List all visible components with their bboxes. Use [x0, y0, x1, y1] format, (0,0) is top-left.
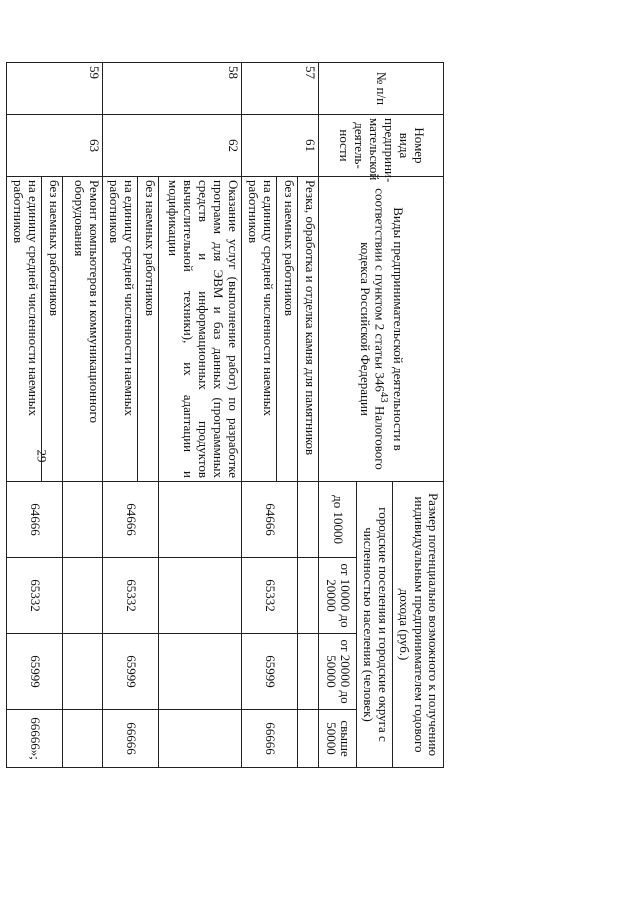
row-code: 62 — [103, 115, 241, 177]
income-table — [6, 62, 444, 768]
header-sub4: свыше 50000 — [318, 710, 356, 768]
row-value-2: 65332 — [241, 558, 297, 634]
header-kind — [318, 177, 443, 482]
row-sub-b: на единицу средней численности наемных работников — [103, 177, 138, 482]
header-no: № п/п — [318, 63, 443, 115]
row-value-2: 65332 — [7, 558, 63, 634]
header-kind-text: Виды предпринимательской деятельности в соответствии с пунктом 2 статьи 346 — [372, 188, 407, 451]
header-kind-sup: 43 — [378, 391, 391, 403]
row-value-2: 65332 — [103, 558, 159, 634]
header-size: Размер потенциально возможного к получению индивидуальным предпринимателем годового дохода (руб.) — [393, 482, 444, 768]
row-value-4: 66666»; — [7, 710, 63, 768]
row-value-4: 66666 — [103, 710, 159, 768]
header-sub1: до 10000 — [318, 482, 356, 558]
row-sub-a: без наемных работников — [41, 177, 62, 482]
row-value-4: 66666 — [241, 710, 297, 768]
row-sub-b: на единицу средней численности наемных работников — [241, 177, 276, 482]
row-code: 63 — [7, 115, 103, 177]
header-sub2: от 10000 до 20000 — [318, 558, 356, 634]
row-value-3: 65999 — [241, 634, 297, 710]
header-settlements: городские поселения и городские округа с численностью населения (человек) — [357, 482, 393, 768]
row-no: 59 — [7, 63, 103, 115]
row-sub-a: без наемных работников — [138, 177, 159, 482]
rotated-table-container — [6, 62, 444, 767]
row-value-1: 64666 — [241, 482, 297, 558]
row-value-3: 65999 — [7, 634, 63, 710]
row-value-1: 64666 — [7, 482, 63, 558]
row-title: Оказание услуг (выполнение работ) по разработке программ для ЭВМ и баз данных (программных средств и информационных продуктов вычислительной техники), их адаптации и модификации — [159, 177, 241, 482]
row-sub-b: на единицу средней численности наемных работников — [7, 177, 42, 482]
row-code: 61 — [241, 115, 318, 177]
page-number: 29 — [34, 449, 50, 463]
row-no: 57 — [241, 63, 318, 115]
row-title: Резка, обработка и отделка камня для памятников — [297, 177, 318, 482]
header-sub3: от 20000 до 50000 — [318, 634, 356, 710]
row-no: 58 — [103, 63, 241, 115]
row-value-3: 65999 — [103, 634, 159, 710]
row-value-1: 64666 — [103, 482, 159, 558]
row-title: Ремонт компьютеров и коммуникационного оборудования — [63, 177, 103, 482]
row-sub-a: без наемных работников — [276, 177, 297, 482]
header-code: Номер вида предприни-мательской деятель-ности — [318, 115, 443, 177]
header-kind-tail: Налогового кодекса Российской Федерации — [357, 242, 388, 470]
